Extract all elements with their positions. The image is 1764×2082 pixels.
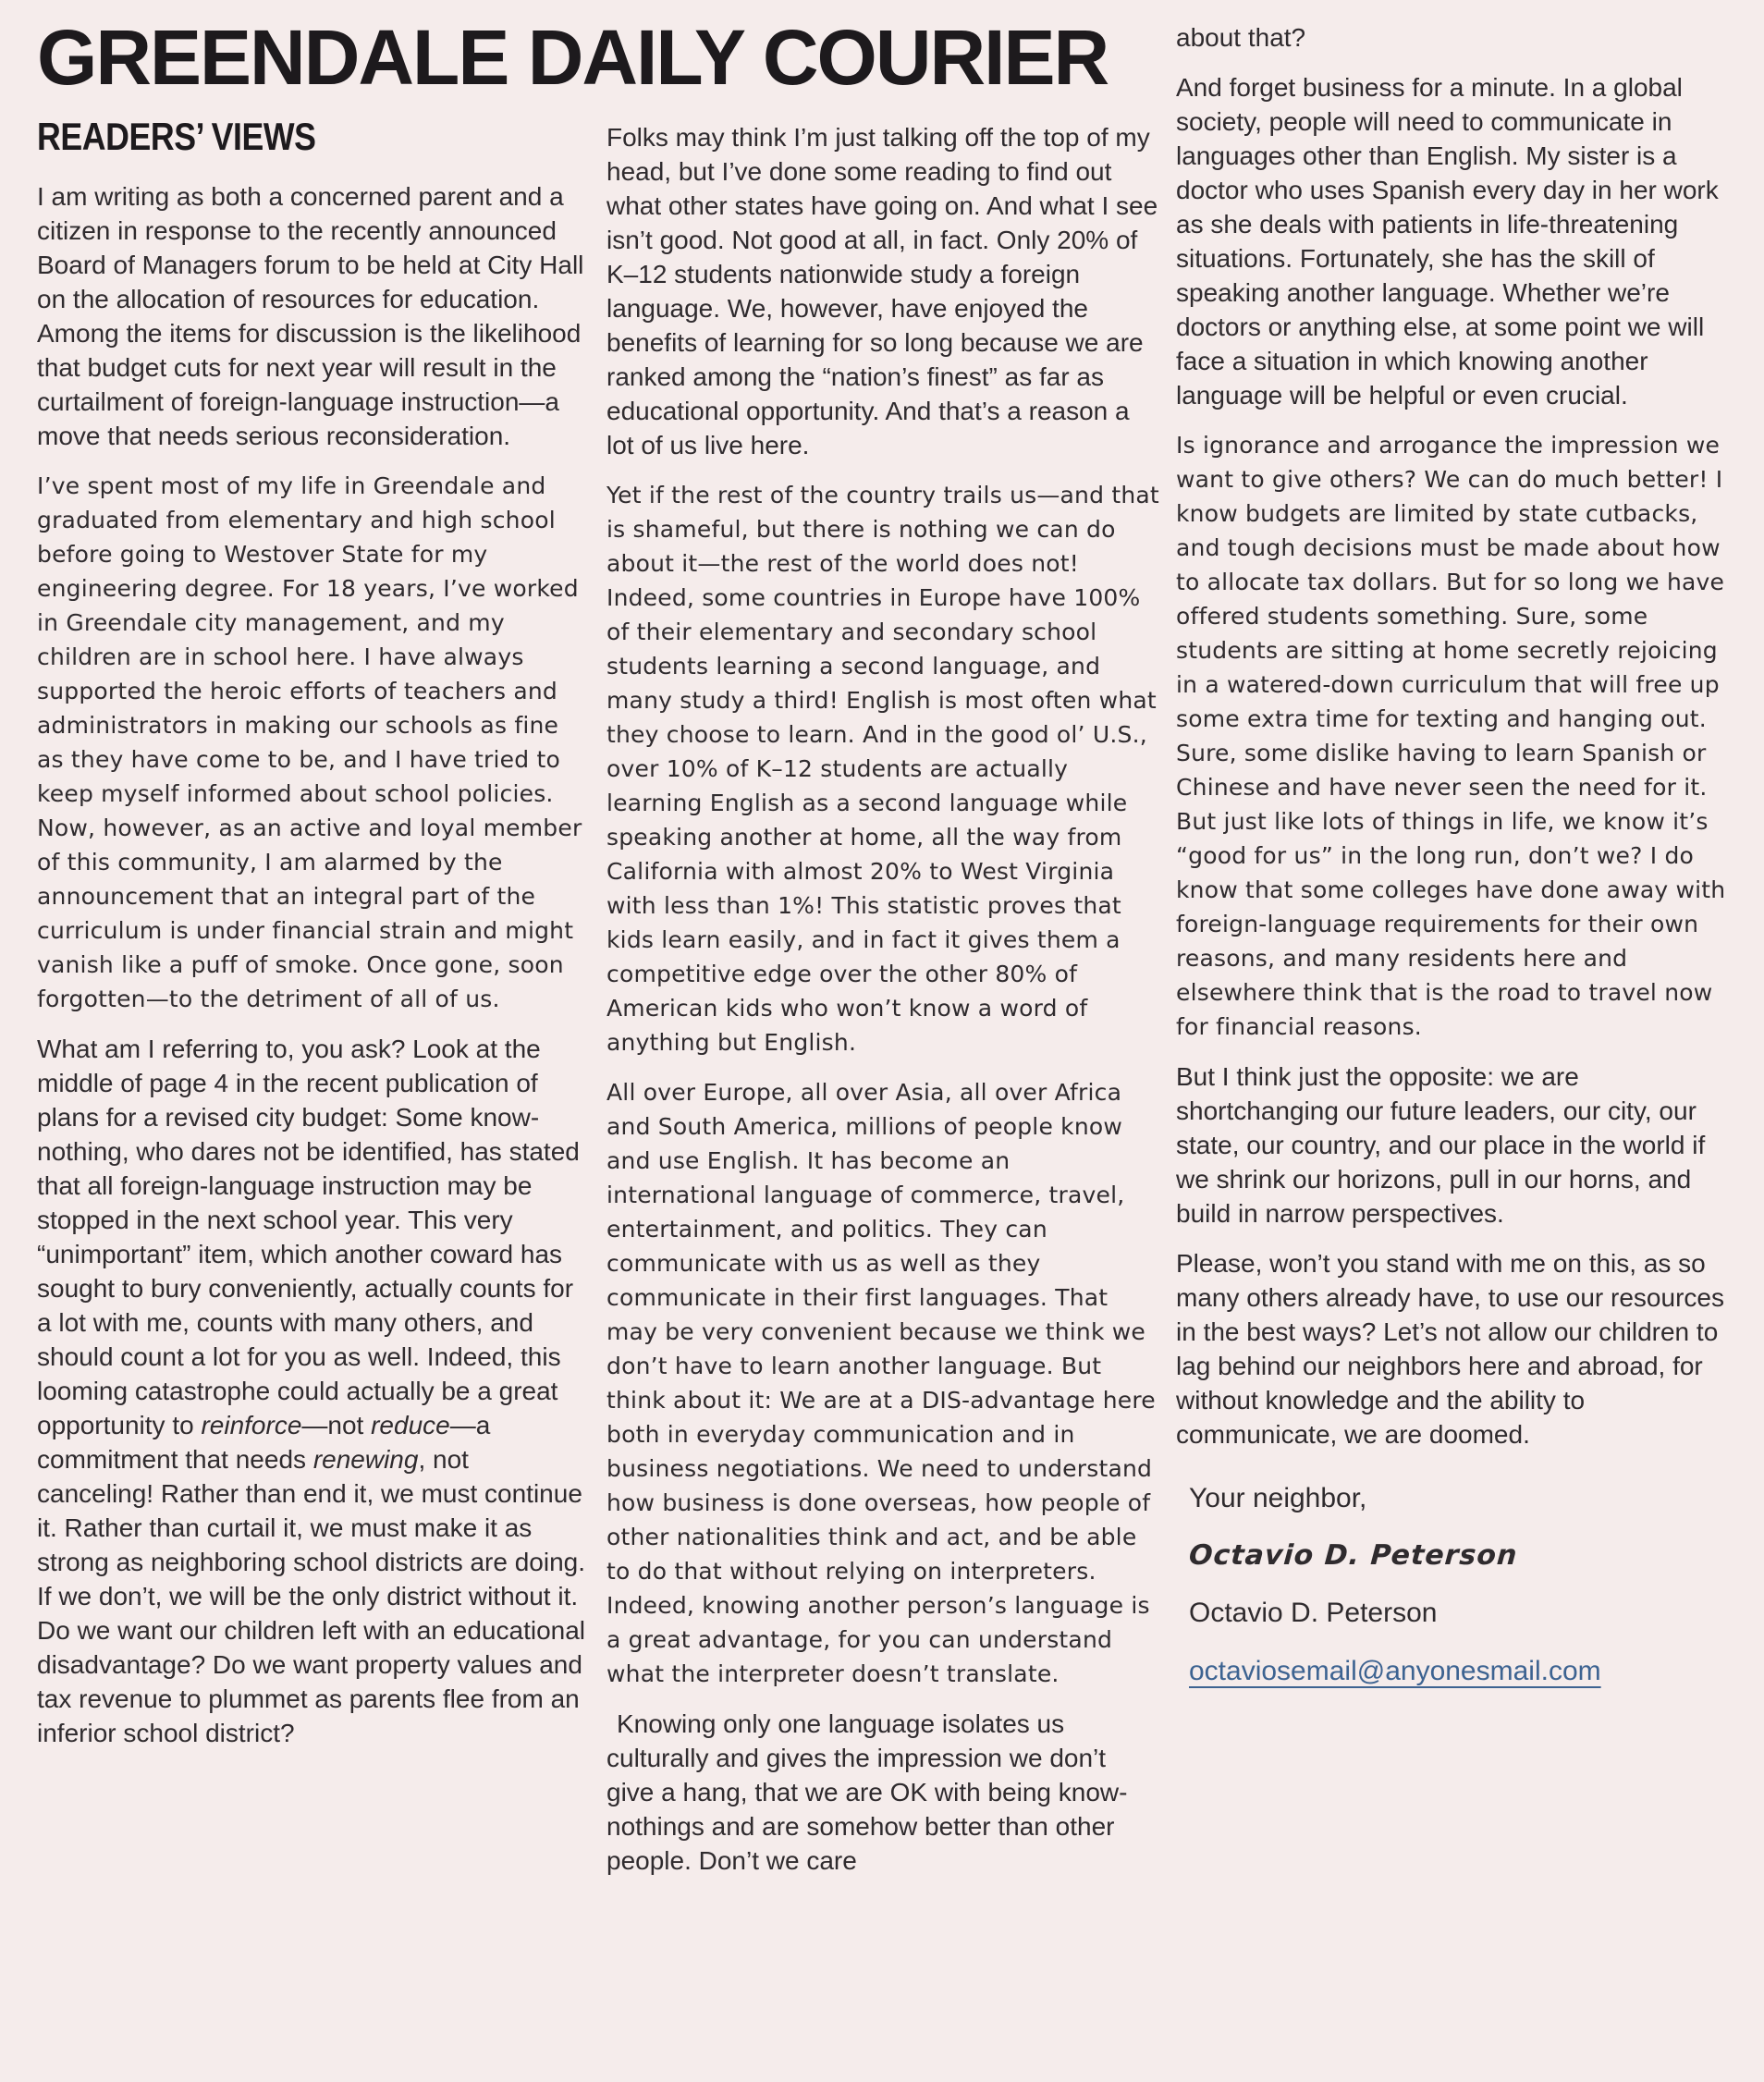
italic-text: renewing xyxy=(312,1445,419,1474)
paragraph: about that? xyxy=(1176,23,1306,52)
column-3-paragraphs xyxy=(1176,20,1729,1451)
signature-printed-name: Octavio D. Peterson xyxy=(1189,1598,1438,1628)
paragraph: Knowing only one language isolates us culturally and gives the impression we don’t give a hang, that we are OK with being know-nothings and are somehow better than other people. Don’t we care xyxy=(606,1709,1128,1875)
column-2-paragraphs xyxy=(606,120,1159,1878)
paragraph xyxy=(37,1032,590,1750)
italic-text: reduce xyxy=(371,1411,450,1439)
text-run: What am I referring to, you ask? Look at the middle of page 4 in the recent publication of plans for a revised city budget: Some know-nothing, who dares not be identified, has stated that all foreign-language instruction may be stopped in the next school year. This very “unimportant” item, which another coward has sought to bury conveniently, actually counts for a lot with me, counts with many others, and should count a lot for you as well. Indeed, this looming catastrophe could actually be a great opportunity to xyxy=(37,1035,580,1439)
paragraph: And forget business for a minute. In a global society, people will need to communicate in languages other than English. My sister is a doctor who uses Spanish every day in her work as she deals with patients in life-threatening situations. Fortunately, she has the skill of speaking another language. Whether we’re doctors or anything else, at some point we will face a situation in which knowing another language will be helpful or even crucial. xyxy=(1176,73,1719,410)
text-run: —a commitment that needs xyxy=(37,1411,491,1474)
text-run: —not xyxy=(301,1411,372,1439)
paragraph: Please, won’t you stand with me on this, as so many others already have, to use our resources in the best ways? Let’s not allow our children to lag behind our neighbors here and abroad, for without knowledge and the ability to communicate, we are doomed. xyxy=(1176,1249,1724,1449)
paragraph: But I think just the opposite: we are shortchanging our future leaders, our city, our state, our country, and our place in the world if we shrink our horizons, pull in our horns, and build in narrow perspectives. xyxy=(1176,1062,1706,1228)
column-1-paragraphs xyxy=(37,179,590,1750)
section-heading: READERS’ VIEWS xyxy=(37,115,316,158)
paragraph: Is ignorance and arrogance the impression we want to give others? We can do much better! I know budgets are limited by state cutbacks, and tough decisions must be made about how to allocate tax dollars. But for so long we have offered students something. Sure, some students are sitting at home secretly rejoicing in a watered-down curriculum that will free up some extra time for texting and hanging out. Sure, some dislike having to learn Spanish or Chinese and have never seen the need for it. But just like lots of things in life, we know it’s “good for us” in the long run, don’t we? I do know that some colleges have done away with foreign-language requirements for their own reasons, and many residents here and elsewhere think that is the road to travel now for financial reasons. xyxy=(1176,432,1726,1040)
paragraph: Folks may think I’m just talking off the top of my head, but I’ve done some reading to find out what other states have going on. And what I see isn’t good. Not good at all, in fact. Only 20% of K–12 students nationwide study a foreign language. We, however, have enjoyed the benefits of learning for so long because we are ranked among the “nation’s finest” as far as educational opportunity. And that’s a reason a lot of us live here. xyxy=(606,123,1158,459)
italic-text: reinforce xyxy=(201,1411,302,1439)
paragraph: Yet if the rest of the country trails us—and that is shameful, but there is nothing we can do about it—the rest of the world does not! Indeed, some countries in Europe have 100% of their elementary and secondary school students learning a second language, and many study a third! English is most often what they choose to learn. And in the good ol’ U.S., over 10% of K–12 students are actually learning English as a second language while speaking another at home, all the way from California with almost 20% to West Virginia with less than 1%! This statistic proves that kids learn easily, and in fact it gives them a competitive edge over the other 80% of American kids who won’t know a word of anything but English. xyxy=(606,482,1159,1056)
column-1 xyxy=(37,115,590,1766)
text-run: , not canceling! Rather than end it, we must continue it. Rather than curtail it, we must make it as strong as neighboring school districts are doing. If we don’t, we will be the only district without it. Do we want our children left with an educational disadvantage? Do we want property values and tax revenue to plummet as parents flee from an inferior school district? xyxy=(37,1445,586,1747)
signature-block xyxy=(1176,1481,1729,1688)
column-2 xyxy=(606,120,1159,1893)
paragraph: I am writing as both a concerned parent and a citizen in response to the recently announced Board of Managers forum to be held at City Hall on the allocation of resources for education. Among the items for discussion is the likelihood that budget cuts for next year will result in the curtailment of foreign-language instruction—a move that needs serious reconsideration. xyxy=(37,182,584,450)
paragraph: I’ve spent most of my life in Greendale and graduated from elementary and high school before going to Westover State for my engineering degree. For 18 years, I’ve worked in Greendale city management, and my children are in school here. I have always supported the heroic efforts of teachers and administrators in making our schools as fine as they have come to be, and I have tried to keep myself informed about school policies. Now, however, as an active and loyal member of this community, I am alarmed by the announcement that an integral part of the curriculum is under financial strain and might vanish like a puff of smoke. Once gone, soon forgotten—to the detriment of all of us. xyxy=(37,472,582,1012)
masthead-title: GREENDALE DAILY COURIER xyxy=(37,14,1109,101)
paragraph: All over Europe, all over Asia, all over Africa and South America, millions of people know and use English. It has become an international language of commerce, travel, entertainment, and politics. They can communicate with us as well as they communicate in their first languages. That may be very convenient because we think we don’t have to learn another language. But think about it: We are at a DIS-advantage here both in everyday communication and in business negotiations. We need to understand how business is done overseas, how people of other nationalities think and act, and be able to do that without relying on interpreters. Indeed, knowing another person’s language is a great advantage, for you can understand what the interpreter doesn’t translate. xyxy=(606,1079,1156,1687)
column-3 xyxy=(1176,20,1729,1712)
signature-script: Octavio D. Peterson xyxy=(1187,1539,1519,1572)
signature-closing: Your neighbor, xyxy=(1189,1483,1367,1513)
email-link[interactable]: octaviosemail@anyonesmail.com xyxy=(1189,1656,1601,1686)
